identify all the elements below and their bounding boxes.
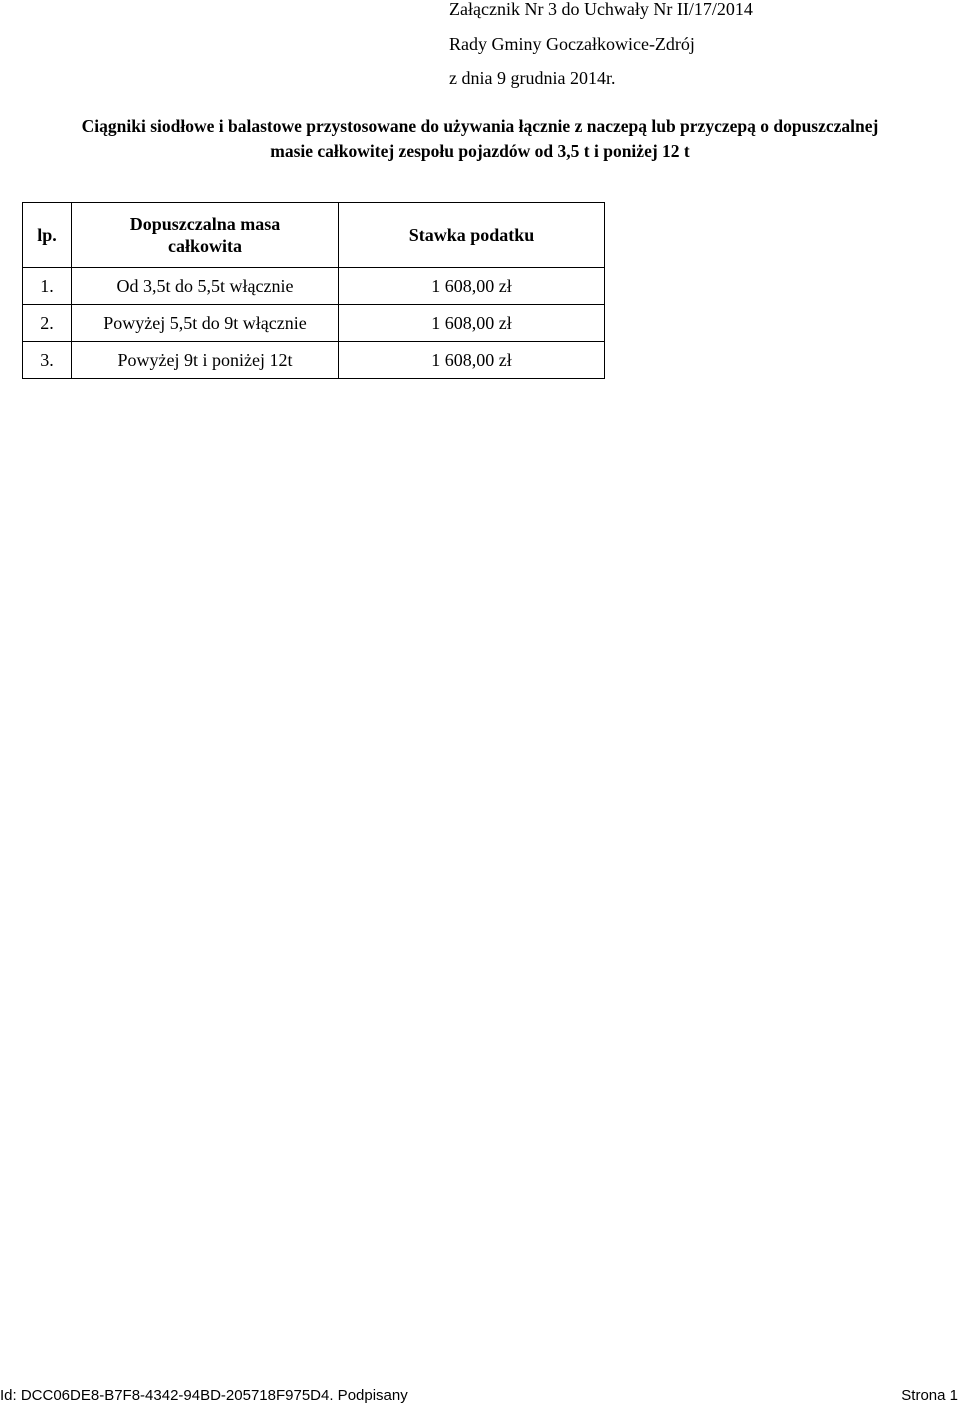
header-mass-line-2: całkowita — [168, 236, 242, 256]
title-line-1: Ciągniki siodłowe i balastowe przystosowane do używania łącznie z naczepą lub przyczepą o dopuszczalnej — [81, 116, 879, 136]
table-header-row — [23, 203, 605, 268]
document-id: Id: DCC06DE8-B7F8-4342-94BD-205718F975D4. Podpisany — [0, 1387, 408, 1404]
table-row — [23, 305, 605, 342]
header-lp: lp. — [23, 203, 72, 268]
document-title — [0, 114, 960, 164]
header-rate: Stawka podatku — [339, 203, 605, 268]
header-mass — [72, 203, 339, 268]
header-date-line: z dnia 9 grudnia 2014r. — [449, 68, 616, 88]
row-mass: Powyżej 5,5t do 9t włącznie — [72, 305, 339, 342]
row-rate: 1 608,00 zł — [339, 342, 605, 379]
header-council-line: Rady Gminy Goczałkowice-Zdrój — [449, 34, 695, 54]
row-lp: 3. — [23, 342, 72, 379]
row-rate: 1 608,00 zł — [339, 305, 605, 342]
table-row — [23, 268, 605, 305]
row-rate: 1 608,00 zł — [339, 268, 605, 305]
page-number: Strona 1 — [901, 1387, 958, 1404]
title-line-2: masie całkowitej zespołu pojazdów od 3,5 t i poniżej 12 t — [270, 141, 690, 161]
header-annex-line: Załącznik Nr 3 do Uchwały Nr II/17/2014 — [449, 0, 753, 19]
table-row — [23, 342, 605, 379]
tax-rates-table — [22, 202, 605, 379]
row-mass: Powyżej 9t i poniżej 12t — [72, 342, 339, 379]
row-mass: Od 3,5t do 5,5t włącznie — [72, 268, 339, 305]
row-lp: 2. — [23, 305, 72, 342]
row-lp: 1. — [23, 268, 72, 305]
header-mass-line-1: Dopuszczalna masa — [129, 214, 281, 234]
